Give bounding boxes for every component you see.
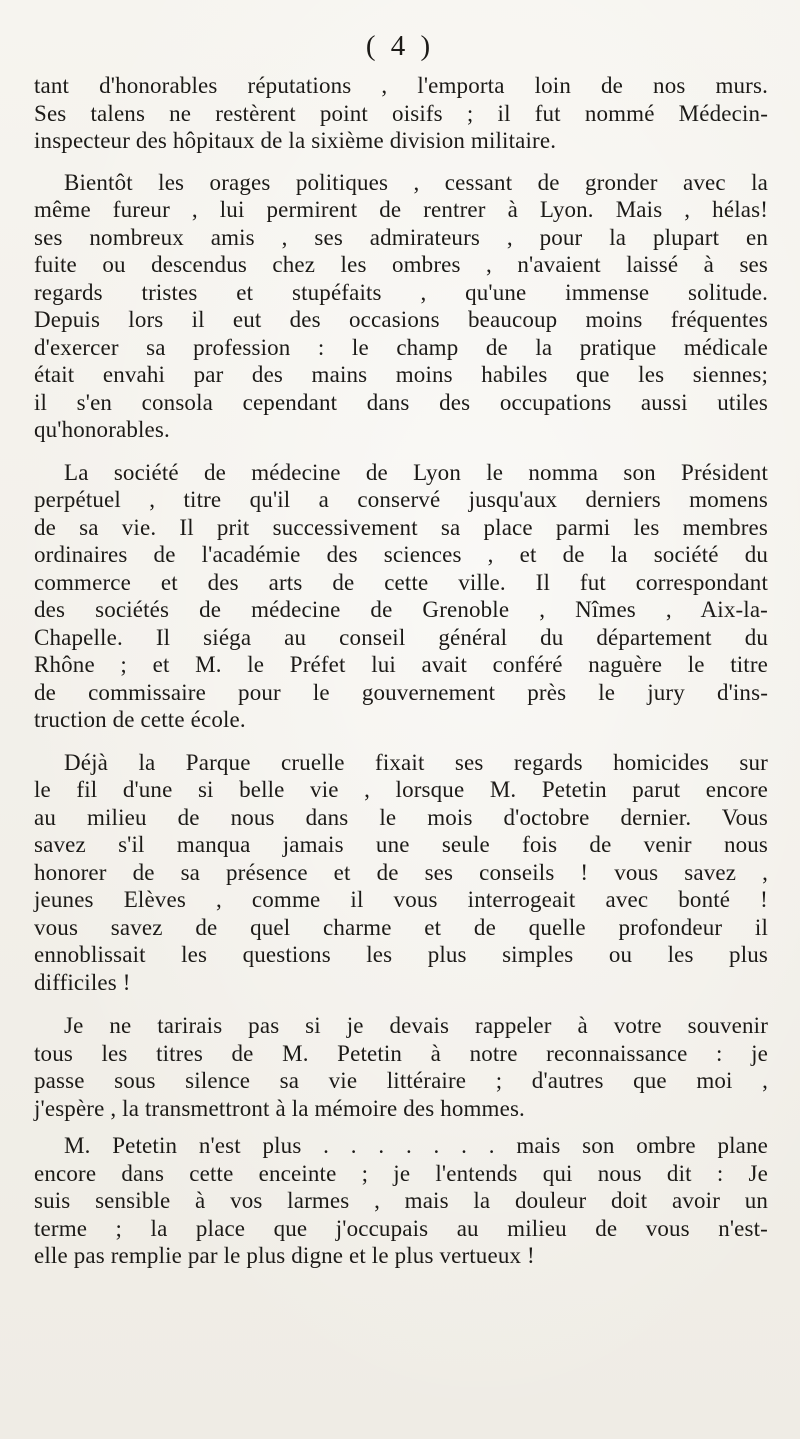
text-line: tant d'honorables réputations , l'emporta loin de nos murs.: [34, 73, 768, 98]
text-line: d'exercer sa profession : le champ de la pratique médicale: [34, 334, 768, 360]
text-line: jeunes Elèves , comme il vous interrogeait avec bonté !: [34, 887, 768, 912]
text-line: Ses talens ne restèrent point oisifs ; il fut nommé Médecin-: [34, 100, 768, 126]
text-line: j'espère , la transmettront à la mémoire des hommes.: [34, 1095, 525, 1121]
text-line: Je ne tarirais pas si je devais rappeler à votre souvenir: [64, 1013, 768, 1038]
text-line: elle pas remplie par le plus digne et le plus vertueux !: [34, 1243, 535, 1268]
text-line: inspecteur des hôpitaux de la sixième division militaire.: [34, 128, 557, 153]
paragraph: [34, 749, 768, 997]
text-line: qu'honorables.: [34, 417, 170, 442]
text-line: Chapelle. Il siéga au conseil général du département du: [34, 624, 768, 650]
text-line: Bientôt les orages politiques , cessant de gronder avec la: [64, 169, 768, 195]
text-line: au milieu de nous dans le mois d'octobre dernier. Vous: [34, 804, 768, 830]
text-line: tous les titres de M. Petetin à notre reconnaissance : je: [34, 1040, 768, 1066]
text-line: savez s'il manqua jamais une seule fois de venir nous: [34, 832, 768, 857]
text-line: commerce et des arts de cette ville. Il fut correspondant: [34, 569, 768, 595]
text-line: il s'en consola cependant dans des occupations aussi utiles: [34, 389, 768, 415]
paragraph: [34, 1132, 768, 1270]
text-line: difficiles !: [34, 969, 131, 995]
text-line: ennoblissait les questions les plus simples ou les plus: [34, 942, 768, 967]
text-line: ses nombreux amis , ses admirateurs , pour la plupart en: [34, 224, 768, 250]
text-line: de sa vie. Il prit successivement sa place parmi les membres: [34, 514, 768, 540]
text-line: ordinaires de l'académie des sciences , et de la société du: [34, 542, 768, 567]
text-line: regards tristes et stupéfaits , qu'une immense solitude.: [34, 279, 768, 305]
text-line: Déjà la Parque cruelle fixait ses regards homicides sur: [64, 749, 768, 775]
paragraph: [34, 1012, 768, 1122]
text-line: le fil d'une si belle vie , lorsque M. Petetin parut encore: [34, 777, 768, 802]
text-line: Depuis lors il eut des occasions beaucoup moins fréquentes: [34, 307, 768, 332]
text-line: même fureur , lui permirent de rentrer à Lyon. Mais , hélas!: [34, 197, 768, 222]
text-line: perpétuel , titre qu'il a conservé jusqu'aux derniers momens: [34, 487, 768, 512]
text-line: était envahi par des mains moins habiles que les siennes;: [34, 362, 768, 387]
body-text: [34, 72, 768, 1270]
text-line: terme ; la place que j'occupais au milieu de vous n'est-: [34, 1215, 768, 1241]
text-line: de commissaire pour le gouvernement près le jury d'ins-: [34, 679, 768, 705]
text-line: des sociétés de médecine de Grenoble , Nîmes , Aix-la-: [34, 597, 768, 622]
paragraph: [34, 72, 768, 155]
paragraph: [34, 459, 768, 734]
text-line: honorer de sa présence et de ses conseils ! vous savez ,: [34, 859, 768, 885]
text-line: La société de médecine de Lyon le nomma son Président: [64, 459, 768, 485]
text-line: encore dans cette enceinte ; je l'entends qui nous dit : Je: [34, 1160, 768, 1186]
text-line: fuite ou descendus chez les ombres , n'avaient laissé à ses: [34, 252, 768, 277]
text-line: Rhône ; et M. le Préfet lui avait conféré naguère le titre: [34, 652, 768, 677]
text-line: suis sensible à vos larmes , mais la douleur doit avoir un: [34, 1188, 768, 1213]
text-line: vous savez de quel charme et de quelle profondeur il: [34, 914, 768, 940]
page-number: ( 4 ): [365, 30, 435, 62]
paragraph: [34, 169, 768, 444]
text-line: passe sous silence sa vie littéraire ; d'autres que moi ,: [34, 1068, 768, 1093]
text-line: M. Petetin n'est plus . . . . . . . mais son ombre plane: [64, 1133, 768, 1158]
text-line: truction de cette école.: [34, 707, 246, 732]
